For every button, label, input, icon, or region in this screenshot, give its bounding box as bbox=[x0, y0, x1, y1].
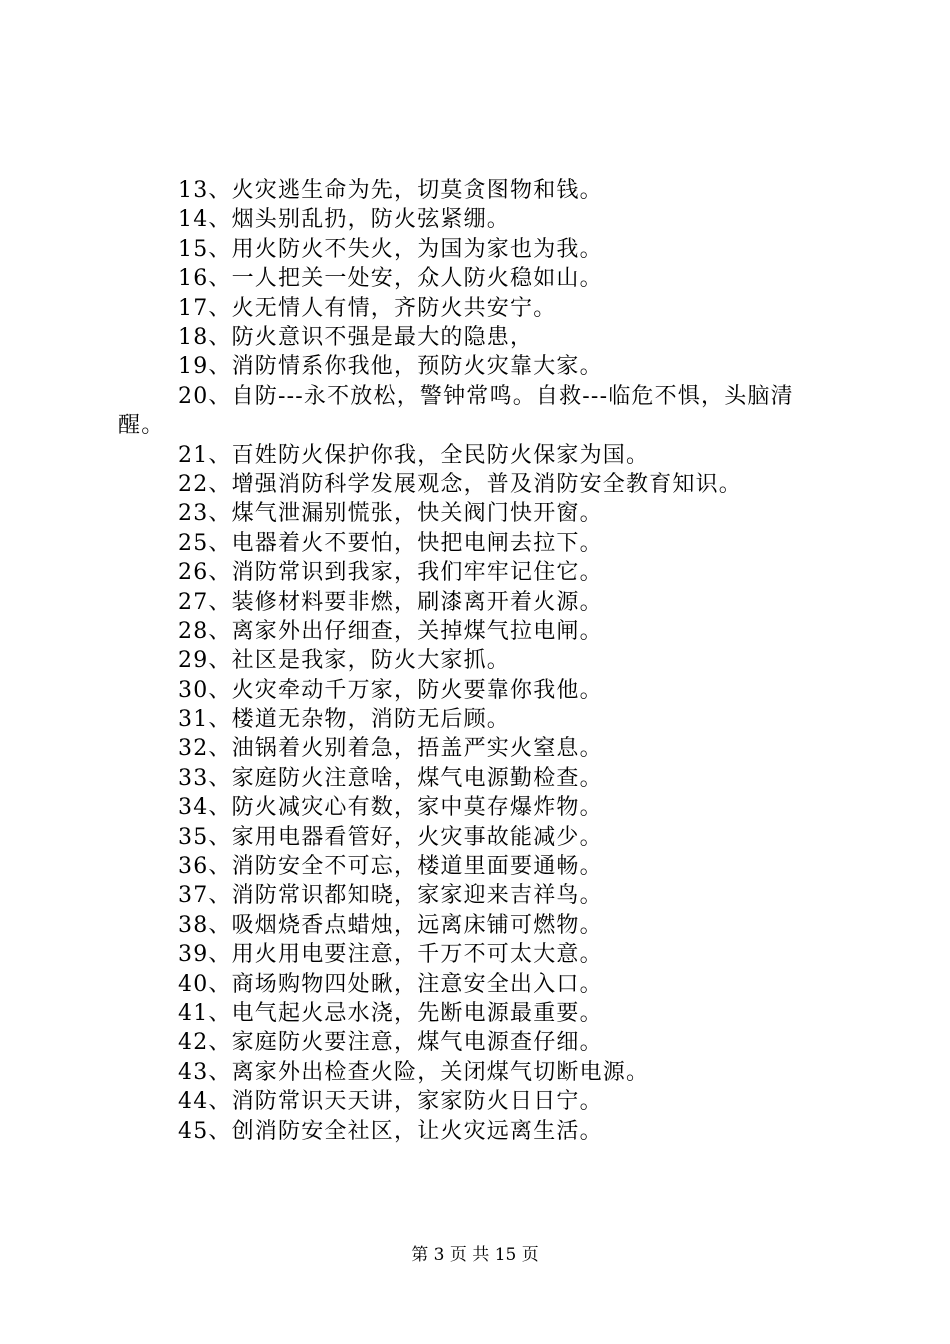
list-item: 34、防火减灾心有数，家中莫存爆炸物。 bbox=[178, 795, 603, 821]
list-item: 40、商场购物四处瞅，注意安全出入口。 bbox=[178, 971, 603, 997]
list-item: 29、社区是我家，防火大家抓。 bbox=[178, 648, 510, 674]
list-item: 18、防火意识不强是最大的隐患， bbox=[178, 324, 534, 350]
list-item: 36、消防安全不可忘，楼道里面要通畅。 bbox=[178, 854, 603, 880]
list-item: 26、消防常识到我家，我们牢牢记住它。 bbox=[178, 560, 603, 586]
list-item: 42、家庭防火要注意，煤气电源查仔细。 bbox=[178, 1030, 603, 1056]
list-item: 25、电器着火不要怕，快把电闸去拉下。 bbox=[178, 530, 603, 556]
slogan-list bbox=[118, 176, 838, 1146]
list-item: 13、火灾逃生命为先，切莫贪图物和钱。 bbox=[178, 178, 603, 203]
list-item: 39、用火用电要注意，千万不可太大意。 bbox=[178, 942, 603, 968]
list-item: 14、烟头别乱扔，防火弦紧绷。 bbox=[178, 207, 510, 233]
list-item: 15、用火防火不失火，为国为家也为我。 bbox=[178, 236, 603, 262]
list-item: 20、自防---永不放松，警钟常鸣。自救---临危不惧，头脑清醒。 bbox=[118, 383, 794, 439]
list-item: 30、火灾牵动千万家，防火要靠你我他。 bbox=[178, 677, 603, 703]
list-item: 23、煤气泄漏别慌张，快关阀门快开窗。 bbox=[178, 501, 603, 527]
list-item: 33、家庭防火注意啥，煤气电源勤检查。 bbox=[178, 765, 603, 791]
list-item: 35、家用电器看管好，火灾事故能减少。 bbox=[178, 824, 603, 850]
list-item: 44、消防常识天天讲，家家防火日日宁。 bbox=[178, 1089, 603, 1115]
list-item: 16、一人把关一处安，众人防火稳如山。 bbox=[178, 266, 603, 292]
list-item: 38、吸烟烧香点蜡烛，远离床铺可燃物。 bbox=[178, 912, 603, 938]
list-item: 21、百姓防火保护你我，全民防火保家为国。 bbox=[178, 442, 650, 468]
list-item: 28、离家外出仔细查，关掉煤气拉电闸。 bbox=[178, 618, 603, 644]
list-item: 31、楼道无杂物，消防无后顾。 bbox=[178, 707, 510, 733]
list-item: 41、电气起火忌水浇，先断电源最重要。 bbox=[178, 1000, 603, 1026]
page-footer: 第 3 页 共 15 页 bbox=[411, 1245, 539, 1265]
list-item: 43、离家外出检查火险，关闭煤气切断电源。 bbox=[178, 1059, 650, 1085]
list-item: 27、装修材料要非燃，刷漆离开着火源。 bbox=[178, 589, 603, 615]
list-item: 22、增强消防科学发展观念，普及消防安全教育知识。 bbox=[178, 471, 742, 497]
list-item: 32、油锅着火别着急，捂盖严实火窒息。 bbox=[178, 736, 603, 762]
list-item: 37、消防常识都知晓，家家迎来吉祥鸟。 bbox=[178, 883, 603, 909]
list-item: 17、火无情人有情，齐防火共安宁。 bbox=[178, 295, 557, 321]
list-item: 45、创消防安全社区，让火灾远离生活。 bbox=[178, 1118, 603, 1144]
list-item: 19、消防情系你我他，预防火灾靠大家。 bbox=[178, 354, 603, 380]
